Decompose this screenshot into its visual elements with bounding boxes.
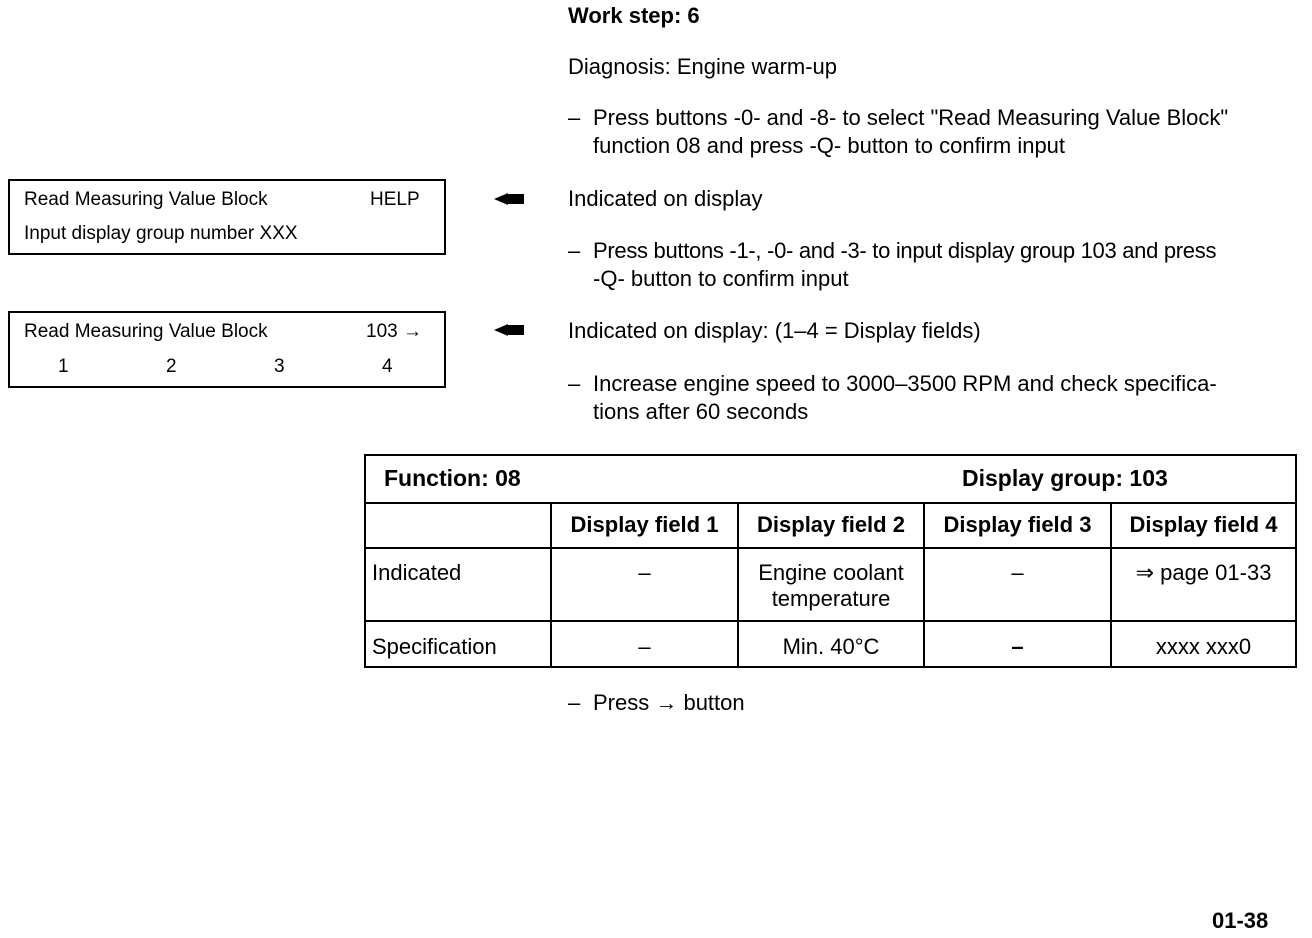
table-header-cell: Display field 4 <box>1129 512 1278 537</box>
table-divider <box>366 620 1295 622</box>
step-2-line-2: -Q- button to confirm input <box>593 266 849 291</box>
table-display-group-label: Display group: 103 <box>962 465 1168 491</box>
display-2-field-1: 1 <box>58 356 69 377</box>
table-cell: ⇒ page 01-33 <box>1135 560 1272 585</box>
display-2-field-2: 2 <box>166 356 177 377</box>
table-divider <box>366 547 1295 549</box>
pointer-arrow-icon <box>494 191 524 207</box>
step-3-dash: – <box>568 371 581 396</box>
table-header-cell: Display field 1 <box>570 512 719 537</box>
step-2-line-1: Press buttons -1-, -0- and -3- to input display group 103 and press <box>593 238 1217 263</box>
display-1-help: HELP <box>370 189 420 210</box>
pointer-arrow-icon <box>494 322 524 338</box>
table-cell: – <box>1011 560 1024 585</box>
table-cell: – <box>638 560 651 585</box>
display-2-field-4: 4 <box>382 356 393 377</box>
step-1-line-1: Press buttons -0- and -8- to select "Read Measuring Value Block" <box>593 105 1229 130</box>
table-cell: – <box>638 634 651 659</box>
display-1-title: Read Measuring Value Block <box>24 189 268 210</box>
step-2-dash: – <box>568 238 581 263</box>
table-cell: – <box>1011 634 1024 659</box>
table-cell: Min. 40°C <box>782 634 880 659</box>
table-cell: Engine coolant <box>758 560 904 585</box>
display-2-title: Read Measuring Value Block <box>24 321 268 342</box>
table-header-cell: Display field 3 <box>943 512 1092 537</box>
step-1-dash: – <box>568 105 581 130</box>
table-cell: temperature <box>771 586 891 611</box>
specification-table <box>364 454 1297 668</box>
table-row-label: Indicated <box>372 560 462 585</box>
table-function-label: Function: 08 <box>384 465 521 491</box>
display-1-line-2: Input display group number XXX <box>24 223 298 244</box>
table-cell: xxxx xxx0 <box>1155 634 1252 659</box>
indicated-on-display-2: Indicated on display: (1–4 = Display fields) <box>568 318 981 343</box>
page-number: 01-38 <box>1212 908 1269 933</box>
table-row-label: Specification <box>372 634 497 659</box>
table-header-cell: Display field 2 <box>757 512 905 537</box>
display-box-help <box>8 179 446 255</box>
display-2-group: 103 → <box>366 321 422 342</box>
display-box-group <box>8 311 446 388</box>
step-1-line-2: function 08 and press -Q- button to confirm input <box>593 133 1066 158</box>
table-divider <box>366 502 1295 504</box>
step-4-text: Press → button <box>593 690 745 715</box>
indicated-on-display-1: Indicated on display <box>568 186 763 211</box>
step-4-dash: – <box>568 690 581 715</box>
step-3-line-1: Increase engine speed to 3000–3500 RPM and check specifica- <box>593 371 1217 396</box>
work-step-heading: Work step: 6 <box>568 3 700 28</box>
diagnosis-heading: Diagnosis: Engine warm-up <box>568 54 838 79</box>
step-3-line-2: tions after 60 seconds <box>593 399 809 424</box>
display-2-field-3: 3 <box>274 356 285 377</box>
